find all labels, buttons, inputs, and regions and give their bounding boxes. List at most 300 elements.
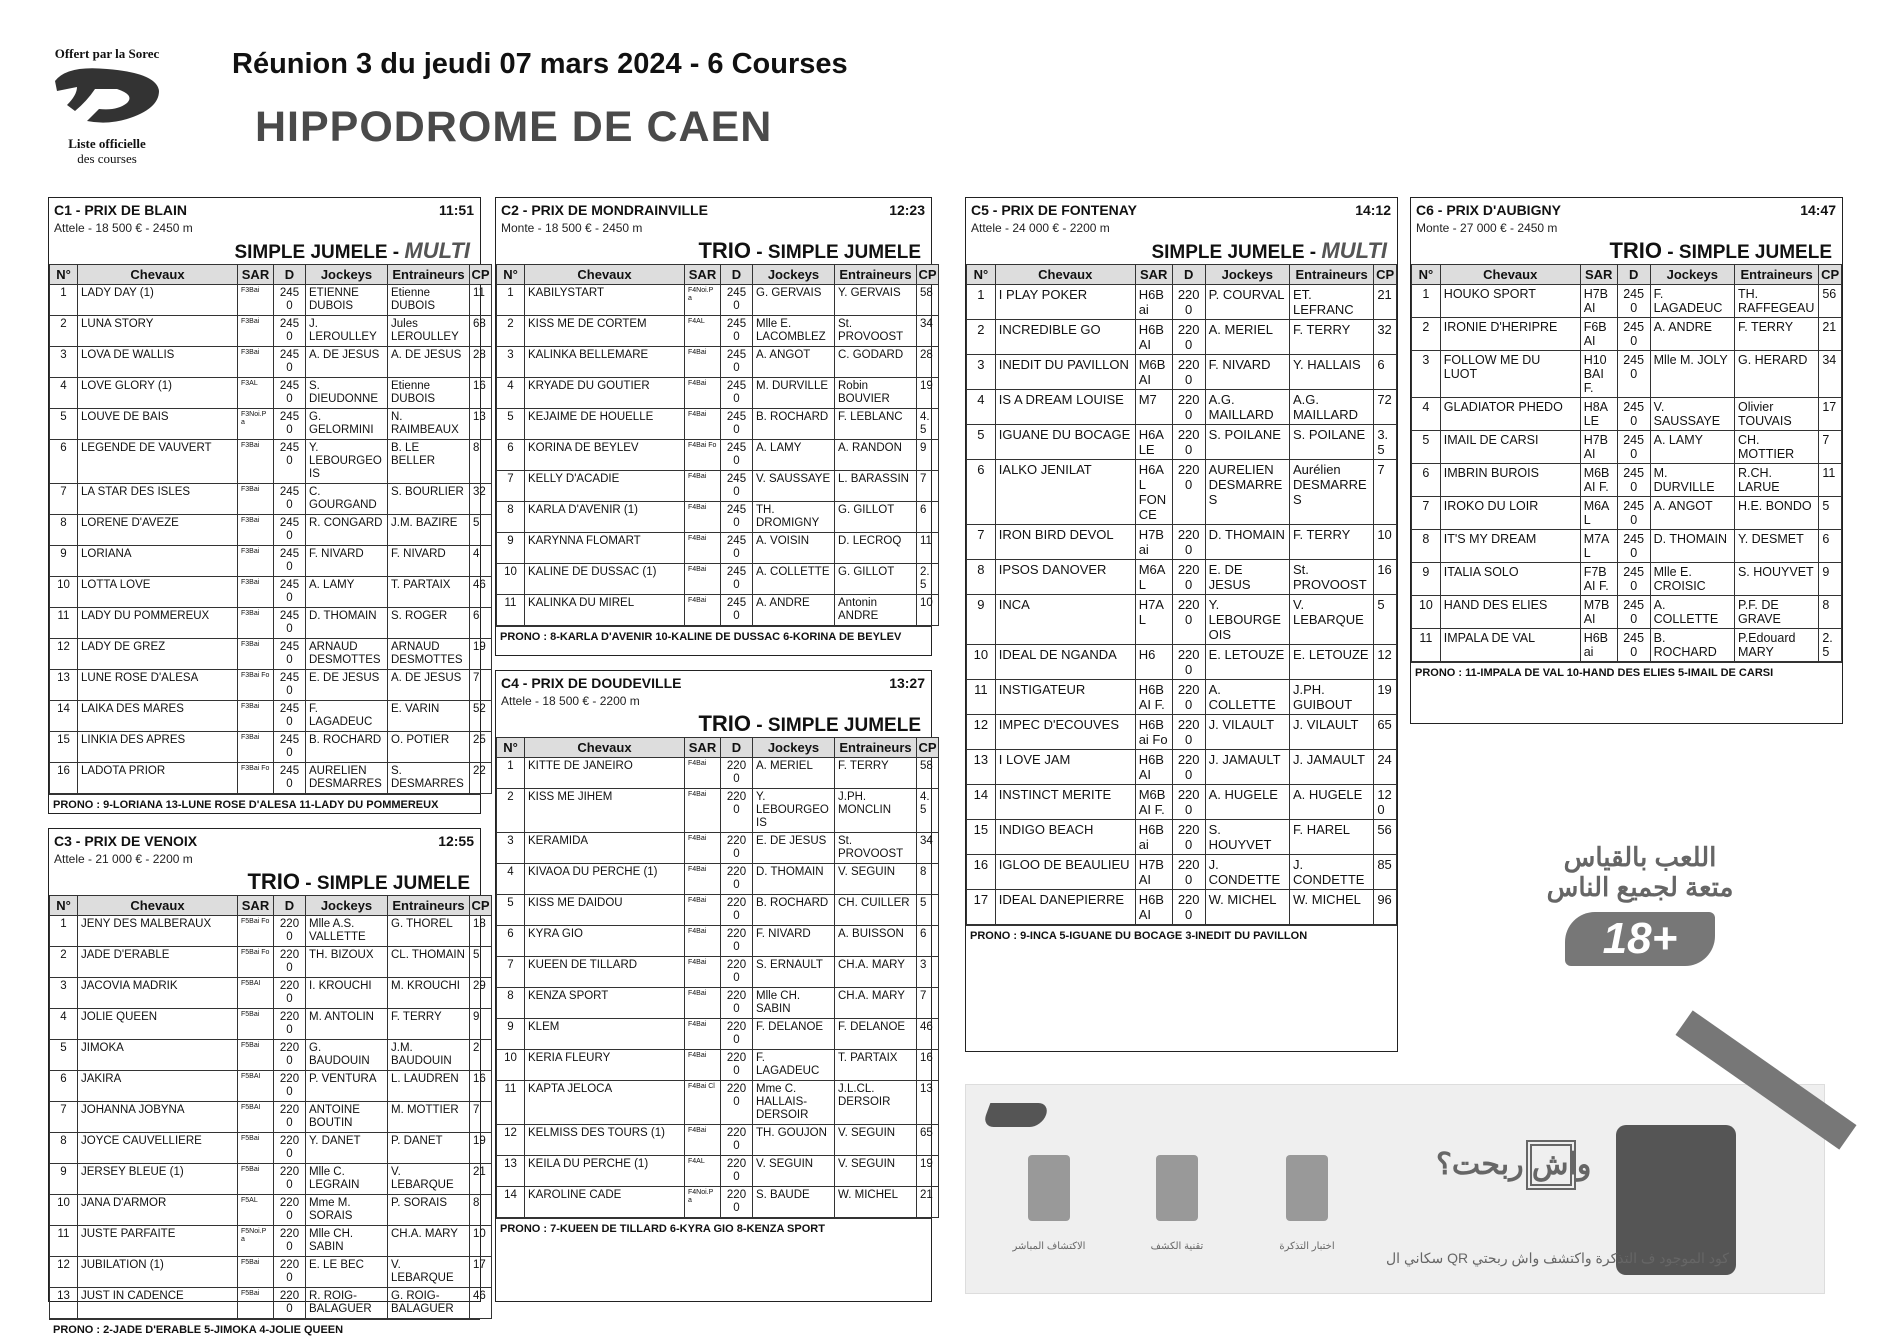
table-row (50, 1133, 492, 1164)
distance: 2200 (274, 1226, 306, 1257)
table-row (50, 1257, 492, 1288)
trainer: V. LEBARQUE (1289, 595, 1373, 645)
distance: 2200 (1172, 460, 1205, 525)
trainer: St. PROVOOST (835, 316, 917, 347)
trainer: F. TERRY (835, 758, 917, 789)
table-row (50, 608, 492, 639)
jockey: F. NIVARD (753, 926, 835, 957)
runner-number: 3 (50, 347, 78, 378)
jockey: S. POILANE (1205, 425, 1289, 460)
jockey: Mlle CH. SABIN (306, 1226, 388, 1257)
table-row (1412, 351, 1842, 398)
runner-number: 12 (50, 1257, 78, 1288)
table-row (497, 533, 939, 564)
runners-table (1411, 264, 1842, 662)
horse-name: KIVAOA DU PERCHE (1) (525, 864, 685, 895)
sar: H6BAI F. (1135, 680, 1172, 715)
sar: F3Bai (238, 285, 274, 316)
sar: H10BAI F. (1580, 351, 1617, 398)
cote: 29 (470, 978, 492, 1009)
runner-number: 5 (497, 895, 525, 926)
trainer: St. PROVOOST (1289, 560, 1373, 595)
sar: F4Bai (685, 533, 721, 564)
cote: 5 (1374, 595, 1397, 645)
distance: 2200 (721, 1125, 753, 1156)
table-row (497, 1050, 939, 1081)
runner-number: 5 (50, 409, 78, 440)
cote: 3 (917, 957, 939, 988)
cote: 11 (917, 533, 939, 564)
jockey: A. LAMY (306, 577, 388, 608)
horse-name: KISS ME JIHEM (525, 789, 685, 833)
distance: 2200 (721, 926, 753, 957)
distance: 2450 (721, 285, 753, 316)
jockey: R. ROIG-BALAGUER (306, 1288, 388, 1319)
sar: M6BAI (1135, 355, 1172, 390)
distance: 2450 (1617, 351, 1650, 398)
horse-name: FOLLOW ME DU LUOT (1440, 351, 1580, 398)
cote: 2.5 (917, 564, 939, 595)
jockey: A. DE JESUS (306, 347, 388, 378)
table-row (967, 855, 1397, 890)
table-row (1412, 318, 1842, 351)
runner-number: 7 (497, 471, 525, 502)
trainer: P. SORAIS (388, 1195, 470, 1226)
jockey: AURELIEN DESMARRES (1205, 460, 1289, 525)
trainer: Olivier TOUVAIS (1734, 398, 1818, 431)
trainer: L. LAUDREN (388, 1071, 470, 1102)
jockey: TH. BIZOUX (306, 947, 388, 978)
table-row (1412, 285, 1842, 318)
runner-number: 1 (1412, 285, 1441, 318)
table-row (967, 460, 1397, 525)
runner-number: 10 (497, 1050, 525, 1081)
horse-name: KISS ME DAIDOU (525, 895, 685, 926)
trainer: G. ROIG-BALAGUER (388, 1288, 470, 1319)
table-row (1412, 563, 1842, 596)
jockey: A. ANDRE (753, 595, 835, 626)
table-row (497, 595, 939, 626)
race-header (1411, 198, 1842, 218)
sar: F5Bai (238, 1257, 274, 1288)
jockey: R. CONGARD (306, 515, 388, 546)
race-name: C3 - PRIX DE VENOIX (54, 833, 198, 849)
runner-number: 3 (497, 347, 525, 378)
jockey: A. MERIEL (1205, 320, 1289, 355)
trainer: V. SEGUIN (835, 1125, 917, 1156)
column-header: Chevaux (525, 738, 685, 758)
distance: 2450 (274, 440, 306, 484)
sar: F3Bai Fo (238, 763, 274, 794)
trainer: E. VARIN (388, 701, 470, 732)
cote: 17 (1819, 398, 1842, 431)
table-row (50, 409, 492, 440)
trainer: Jules LEROULLEY (388, 316, 470, 347)
sar: H6Bai (1580, 629, 1617, 662)
runner-number: 9 (50, 546, 78, 577)
runners-table (966, 264, 1397, 925)
sar: H6BAI (1135, 890, 1172, 925)
horse-name: IALKO JENILAT (995, 460, 1135, 525)
table-row (967, 680, 1397, 715)
jockey: A. VOISIN (753, 533, 835, 564)
cote: 9 (1819, 563, 1842, 596)
cote: 6 (1819, 530, 1842, 563)
table-row (50, 347, 492, 378)
sar: H7BAI (1580, 285, 1617, 318)
distance: 2450 (1617, 398, 1650, 431)
distance: 2450 (1617, 629, 1650, 662)
jockey: D. THOMAIN (306, 608, 388, 639)
distance: 2200 (1172, 525, 1205, 560)
table-row (50, 1195, 492, 1226)
sar: F3AL (238, 378, 274, 409)
table-row (50, 1164, 492, 1195)
sar: H6Bai Fo (1135, 715, 1172, 750)
table-row (50, 763, 492, 794)
trainer: F. TERRY (1289, 320, 1373, 355)
race-card-c1 (48, 197, 490, 814)
jockey: V. SEGUIN (753, 1156, 835, 1187)
table-row (497, 502, 939, 533)
distance: 2450 (1617, 563, 1650, 596)
jockey: C. GOURGAND (306, 484, 388, 515)
race-conditions: Attele - 21 000 € - 2200 m (54, 852, 193, 866)
cote: 34 (917, 316, 939, 347)
sar: F3Bai (238, 440, 274, 484)
jockey: F. LAGADEUC (753, 1050, 835, 1081)
sar: F4Bai Cl (685, 1081, 721, 1125)
jockey: F. NIVARD (1205, 355, 1289, 390)
sar: H7AL (1135, 595, 1172, 645)
trainer: R.CH. LARUE (1734, 464, 1818, 497)
runner-number: 11 (1412, 629, 1441, 662)
bet-type-1: TRIO (698, 238, 752, 263)
cote: 12 (1374, 645, 1397, 680)
table-row (50, 701, 492, 732)
sar: F4Bai (685, 409, 721, 440)
trainer: CH. CUILLER (835, 895, 917, 926)
race-card-c6 (1410, 197, 1843, 724)
distance: 2200 (1172, 890, 1205, 925)
column-header: CP (917, 738, 939, 758)
jockey: V. SAUSSAYE (1650, 398, 1734, 431)
horse-name: HOUKO SPORT (1440, 285, 1580, 318)
jockey: G. GERVAIS (753, 285, 835, 316)
jockey: Y. DANET (306, 1133, 388, 1164)
jockey: M. DURVILLE (753, 378, 835, 409)
table-row (967, 355, 1397, 390)
cote: 7 (917, 471, 939, 502)
race-prono: PRONO : 2-JADE D'ERABLE 5-JIMOKA 4-JOLIE QUEEN (49, 1319, 480, 1340)
runners-table (49, 895, 492, 1319)
distance: 2200 (721, 789, 753, 833)
distance: 2200 (1172, 750, 1205, 785)
sar: F4Bai (685, 833, 721, 864)
bet-type-2: - SIMPLE JUMELE (300, 873, 470, 894)
distance: 2450 (274, 409, 306, 440)
cote: 16 (1374, 560, 1397, 595)
jockey: S. DIEUDONNE (306, 378, 388, 409)
horse-name: KEILA DU PERCHE (1) (525, 1156, 685, 1187)
trainer: P. DANET (388, 1133, 470, 1164)
logo-top-text: Offert par la Sorec (54, 46, 160, 61)
column-header: D (1172, 265, 1205, 285)
jockey: TH. DROMIGNY (753, 502, 835, 533)
trainer: J.M. BAUDOUIN (388, 1040, 470, 1071)
column-header: Entraineurs (1289, 265, 1373, 285)
horse-name: JADE D'ERABLE (78, 947, 238, 978)
cote: 6 (1374, 355, 1397, 390)
cote: 120 (1374, 785, 1397, 820)
trainer: ET. LEFRANC (1289, 285, 1373, 320)
distance: 2450 (721, 409, 753, 440)
jockey: V. SAUSSAYE (753, 471, 835, 502)
distance: 2200 (1172, 855, 1205, 890)
horse-name: JUST IN CADENCE (78, 1288, 238, 1319)
table-row (1412, 398, 1842, 431)
table-row (50, 285, 492, 316)
trainer: A. BUISSON (835, 926, 917, 957)
cote: 5 (470, 515, 492, 546)
cote: 8 (917, 864, 939, 895)
column-header: Chevaux (525, 265, 685, 285)
trainer: Antonin ANDRE (835, 595, 917, 626)
table-row (967, 820, 1397, 855)
sar: F4Bai (685, 895, 721, 926)
jockey: A. LAMY (1650, 431, 1734, 464)
race-conditions: Attele - 18 500 € - 2450 m (54, 221, 193, 235)
horse-name: IMPEC D'ECOUVES (995, 715, 1135, 750)
table-row (967, 425, 1397, 460)
column-header: N° (50, 896, 78, 916)
cote: 25 (470, 732, 492, 763)
runner-number: 11 (497, 595, 525, 626)
sar: F3Bai Fo (238, 670, 274, 701)
table-row (497, 409, 939, 440)
cote: 56 (1819, 285, 1842, 318)
jockey: E. LE BEC (306, 1257, 388, 1288)
distance: 2450 (721, 471, 753, 502)
promo-step-1: الاكتشاف المباشر (1012, 1241, 1086, 1252)
sar: F4Bai (685, 988, 721, 1019)
cote: 8 (470, 1195, 492, 1226)
runner-number: 6 (497, 926, 525, 957)
bet-type-1: SIMPLE JUMELE - (1151, 242, 1322, 263)
sorec-horseshoe-icon (47, 61, 167, 131)
cote: 21 (1374, 285, 1397, 320)
column-header: Jockeys (1650, 265, 1734, 285)
jockey: F. LAGADEUC (306, 701, 388, 732)
cote: 6 (917, 502, 939, 533)
table-row (967, 285, 1397, 320)
sar: H7BAI (1135, 855, 1172, 890)
runner-number: 6 (1412, 464, 1441, 497)
sar: F3Bai (238, 515, 274, 546)
table-row (497, 1156, 939, 1187)
runner-number: 1 (967, 285, 996, 320)
race-time: 12:23 (889, 202, 925, 218)
jockey: B. ROCHARD (753, 409, 835, 440)
horse-name: LORENE D'AVEZE (78, 515, 238, 546)
trainer: F. DELANOE (835, 1019, 917, 1050)
horse-name: LUNA STORY (78, 316, 238, 347)
runner-number: 16 (50, 763, 78, 794)
horse-name: INEDIT DU PAVILLON (995, 355, 1135, 390)
column-header: SAR (685, 738, 721, 758)
runner-number: 14 (50, 701, 78, 732)
jockey: ARNAUD DESMOTTES (306, 639, 388, 670)
runner-number: 6 (497, 440, 525, 471)
scan-icon (1156, 1155, 1198, 1221)
cote: 28 (470, 347, 492, 378)
horse-name: KARYNNA FLOMART (525, 533, 685, 564)
sar: F5Bai Fo (238, 916, 274, 947)
horse-name: HAND DES ELIES (1440, 596, 1580, 629)
cote: 11 (470, 285, 492, 316)
runner-number: 13 (50, 670, 78, 701)
table-row (967, 390, 1397, 425)
cote: 16 (917, 1050, 939, 1081)
trainer: G. THOREL (388, 916, 470, 947)
sar: F3Bai (238, 316, 274, 347)
column-header: CP (1819, 265, 1842, 285)
horse-name: IPSOS DANOVER (995, 560, 1135, 595)
horse-name: KERIA FLEURY (525, 1050, 685, 1081)
jockey: F. NIVARD (306, 546, 388, 577)
horse-name: IS A DREAM LOUISE (995, 390, 1135, 425)
column-header: N° (50, 265, 78, 285)
jockey: D. THOMAIN (1205, 525, 1289, 560)
horse-name: LADY DAY (1) (78, 285, 238, 316)
race-card-c2 (495, 197, 937, 656)
column-header: Chevaux (78, 265, 238, 285)
horse-name: LOVA DE WALLIS (78, 347, 238, 378)
trainer: W. MICHEL (1289, 890, 1373, 925)
column-header: D (274, 265, 306, 285)
sar: M6BAI F. (1135, 785, 1172, 820)
distance: 2200 (721, 1156, 753, 1187)
cote: 3.5 (1374, 425, 1397, 460)
runner-number: 7 (967, 525, 996, 560)
runner-number: 4 (50, 378, 78, 409)
trainer: A. RANDON (835, 440, 917, 471)
horse-name: LEGENDE DE VAUVERT (78, 440, 238, 484)
table-row (50, 1226, 492, 1257)
horse-name: JOLIE QUEEN (78, 1009, 238, 1040)
table-row (50, 484, 492, 515)
race-conditions: Monte - 27 000 € - 2450 m (1416, 221, 1558, 235)
runner-number: 9 (967, 595, 996, 645)
distance: 2200 (721, 1050, 753, 1081)
race-time: 14:47 (1800, 202, 1836, 218)
cote: 8 (470, 440, 492, 484)
horse-name: KLEM (525, 1019, 685, 1050)
jockey: Mlle C. LEGRAIN (306, 1164, 388, 1195)
trainer: L. BARASSIN (835, 471, 917, 502)
table-row (497, 316, 939, 347)
trainer: S. BOURLIER (388, 484, 470, 515)
runner-number: 5 (497, 409, 525, 440)
trainer: Etienne DUBOIS (388, 285, 470, 316)
sar: F3Bai (238, 577, 274, 608)
column-header: Jockeys (306, 896, 388, 916)
runner-number: 4 (497, 378, 525, 409)
horse-name: KERAMIDA (525, 833, 685, 864)
race-time: 11:51 (438, 202, 474, 218)
bet-types (496, 711, 931, 737)
horse-name: LOVE GLORY (1) (78, 378, 238, 409)
trainer: V. SEGUIN (835, 1156, 917, 1187)
horse-name: I LOVE JAM (995, 750, 1135, 785)
column-header: Jockeys (1205, 265, 1289, 285)
jockey: B. ROCHARD (1650, 629, 1734, 662)
trainer: M. KROUCHI (388, 978, 470, 1009)
sar: F3Noi.Pa (238, 409, 274, 440)
runner-number: 4 (1412, 398, 1441, 431)
horse-name: LADY DE GREZ (78, 639, 238, 670)
horse-name: LOUVE DE BAIS (78, 409, 238, 440)
trainer: J. CONDETTE (1289, 855, 1373, 890)
jockey: A. ANDRE (1650, 318, 1734, 351)
trainer: P.F. DE GRAVE (1734, 596, 1818, 629)
distance: 2200 (1172, 320, 1205, 355)
bet-type-2: - SIMPLE JUMELE (751, 242, 921, 263)
sar: F4Noi.Pa (685, 285, 721, 316)
horse-name: JOYCE CAUVELLIERE (78, 1133, 238, 1164)
jockey: Mlle A.S. VALLETTE (306, 916, 388, 947)
race-name: C2 - PRIX DE MONDRAINVILLE (501, 202, 708, 218)
horse-name: IMAIL DE CARSI (1440, 431, 1580, 464)
table-row (50, 732, 492, 763)
bet-types (966, 238, 1397, 264)
distance: 2450 (274, 732, 306, 763)
cote: 52 (470, 701, 492, 732)
sar: H7BAI (1580, 431, 1617, 464)
distance: 2200 (1172, 425, 1205, 460)
jockey: A.G. MAILLARD (1205, 390, 1289, 425)
sar: H6AL FONCE (1135, 460, 1172, 525)
sar: F3Bai (238, 347, 274, 378)
runner-number: 5 (50, 1040, 78, 1071)
distance: 2450 (274, 515, 306, 546)
trainer: CH.A. MARY (835, 957, 917, 988)
horse-name: IT'S MY DREAM (1440, 530, 1580, 563)
trainer: S. HOUYVET (1734, 563, 1818, 596)
cote: 21 (1819, 318, 1842, 351)
distance: 2450 (274, 670, 306, 701)
bet-types (49, 238, 480, 264)
sar: H6BAI (1135, 320, 1172, 355)
horse-name: IMBRIN BUROIS (1440, 464, 1580, 497)
sar: F4Bai (685, 471, 721, 502)
runner-number: 11 (967, 680, 996, 715)
column-header: SAR (1580, 265, 1617, 285)
race-name: C4 - PRIX DE DOUDEVILLE (501, 675, 682, 691)
runner-number: 9 (497, 533, 525, 564)
distance: 2450 (721, 316, 753, 347)
runner-number: 1 (50, 916, 78, 947)
cote: 28 (917, 347, 939, 378)
ticket-icon (1028, 1155, 1070, 1221)
distance: 2200 (1172, 390, 1205, 425)
distance: 2450 (274, 639, 306, 670)
distance: 2450 (721, 440, 753, 471)
trainer: T. PARTAIX (388, 577, 470, 608)
runner-number: 17 (967, 890, 996, 925)
distance: 2450 (274, 763, 306, 794)
promo-arabic-title: واش ربحت؟ (1436, 1148, 1592, 1181)
